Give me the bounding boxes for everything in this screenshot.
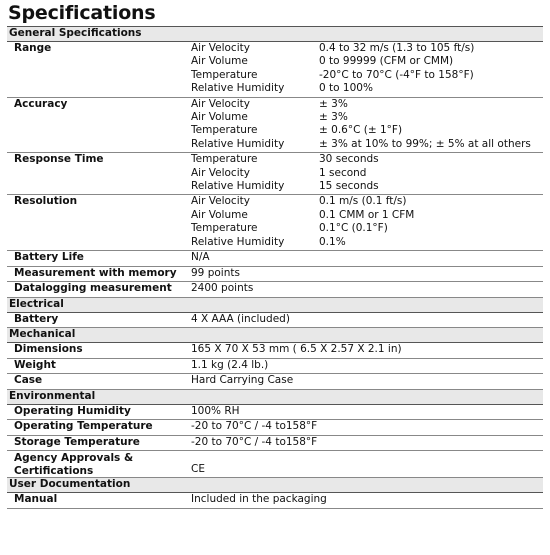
value-text: 1 second [319, 166, 367, 179]
param-label: Air Volume [191, 111, 248, 124]
param-label: Air Velocity [191, 195, 250, 208]
specifications-table [7, 26, 543, 509]
value-text: N/A [191, 251, 543, 267]
row-label: Battery Life [7, 251, 191, 267]
row-label: Operating Temperature [7, 420, 191, 436]
value-list [319, 97, 543, 153]
value-text: 165 X 70 X 53 mm ( 6.5 X 2.57 X 2.1 in) [191, 343, 543, 359]
row-label [7, 451, 191, 478]
table-row-operating-humidity [7, 404, 543, 420]
table-row-case [7, 374, 543, 390]
param-list [191, 42, 319, 98]
param-label: Air Velocity [191, 42, 250, 54]
row-label: Case [7, 374, 191, 390]
param-label: Relative Humidity [191, 235, 285, 248]
section-title: Mechanical [7, 328, 543, 343]
value-text: 0.1% [319, 235, 346, 248]
value-text: 2400 points [191, 282, 543, 298]
value-text: 15 seconds [319, 180, 379, 193]
param-label: Temperature [191, 222, 258, 235]
param-label: Relative Humidity [191, 137, 285, 150]
row-label: Battery [7, 312, 191, 328]
param-label: Temperature [191, 124, 258, 137]
param-list [191, 97, 319, 153]
value-text: ± 3% at 10% to 99%; ± 5% at all others [319, 137, 531, 150]
section-title: Environmental [7, 389, 543, 404]
value-list [319, 153, 543, 195]
value-text: 30 seconds [319, 153, 379, 166]
row-label: Datalogging measurement [7, 282, 191, 298]
value-text: 0.1°C (0.1°F) [319, 222, 388, 235]
section-title: Electrical [7, 297, 543, 312]
param-label: Air Volume [191, 55, 248, 68]
section-header-user-documentation [7, 478, 543, 493]
section-header-environmental [7, 389, 543, 404]
value-text: ± 3% [319, 111, 348, 124]
table-row-agency-approvals [7, 451, 543, 478]
table-row-storage-temperature [7, 435, 543, 451]
table-row-resolution [7, 195, 543, 251]
table-row-weight [7, 358, 543, 374]
section-title: User Documentation [7, 478, 543, 493]
table-row-manual [7, 493, 543, 509]
row-label: Response Time [7, 153, 191, 195]
row-label: Range [7, 42, 191, 98]
table-row-battery [7, 312, 543, 328]
table-row-response-time [7, 153, 543, 195]
param-list [191, 153, 319, 195]
row-label-line: Certifications [14, 464, 94, 477]
value-text: Hard Carrying Case [191, 374, 543, 390]
row-label: Measurement with memory [7, 266, 191, 282]
row-label: Dimensions [7, 343, 191, 359]
table-row-range [7, 42, 543, 98]
value-list [319, 42, 543, 98]
row-label: Weight [7, 358, 191, 374]
param-label: Relative Humidity [191, 82, 285, 95]
value-text: 99 points [191, 266, 543, 282]
section-title: General Specifications [7, 27, 543, 42]
row-label: Operating Humidity [7, 404, 191, 420]
page-title: Specifications [8, 2, 156, 24]
value-text: 100% RH [191, 404, 543, 420]
row-label-line: Agency Approvals & [14, 452, 134, 465]
value-text: 0.1 m/s (0.1 ft/s) [319, 195, 407, 208]
value-text: ± 0.6°C (± 1°F) [319, 124, 403, 137]
param-label: Temperature [191, 68, 258, 81]
row-label: Resolution [7, 195, 191, 251]
value-text: 0 to 100% [319, 82, 373, 95]
param-label: Air Velocity [191, 166, 250, 179]
value-text: ± 3% [319, 97, 348, 110]
value-text: 0 to 99999 (CFM or CMM) [319, 55, 454, 68]
section-header-electrical [7, 297, 543, 312]
row-label: Manual [7, 493, 191, 509]
table-row-dimensions [7, 343, 543, 359]
value-text: -20 to 70°C / -4 to158°F [191, 435, 543, 451]
value-text: -20 to 70°C / -4 to158°F [191, 420, 543, 436]
param-list [191, 195, 319, 251]
table-row-battery-life [7, 251, 543, 267]
param-label: Air Velocity [191, 97, 250, 110]
row-label: Accuracy [7, 97, 191, 153]
table-row-datalogging [7, 282, 543, 298]
value-text: 0.1 CMM or 1 CFM [319, 208, 415, 221]
row-label: Storage Temperature [7, 435, 191, 451]
table-row-accuracy [7, 97, 543, 153]
section-header-general [7, 27, 543, 42]
table-row-measurement-memory [7, 266, 543, 282]
value-text: -20°C to 70°C (-4°F to 158°F) [319, 68, 474, 81]
value-text: 4 X AAA (included) [191, 312, 543, 328]
value-list [319, 195, 543, 251]
param-label: Temperature [191, 153, 258, 166]
value-text: CE [191, 451, 543, 478]
table-row-operating-temperature [7, 420, 543, 436]
param-label: Relative Humidity [191, 180, 285, 193]
value-text: 0.4 to 32 m/s (1.3 to 105 ft/s) [319, 42, 475, 54]
param-label: Air Volume [191, 208, 248, 221]
value-text: 1.1 kg (2.4 lb.) [191, 358, 543, 374]
section-header-mechanical [7, 328, 543, 343]
value-text: Included in the packaging [191, 493, 543, 509]
